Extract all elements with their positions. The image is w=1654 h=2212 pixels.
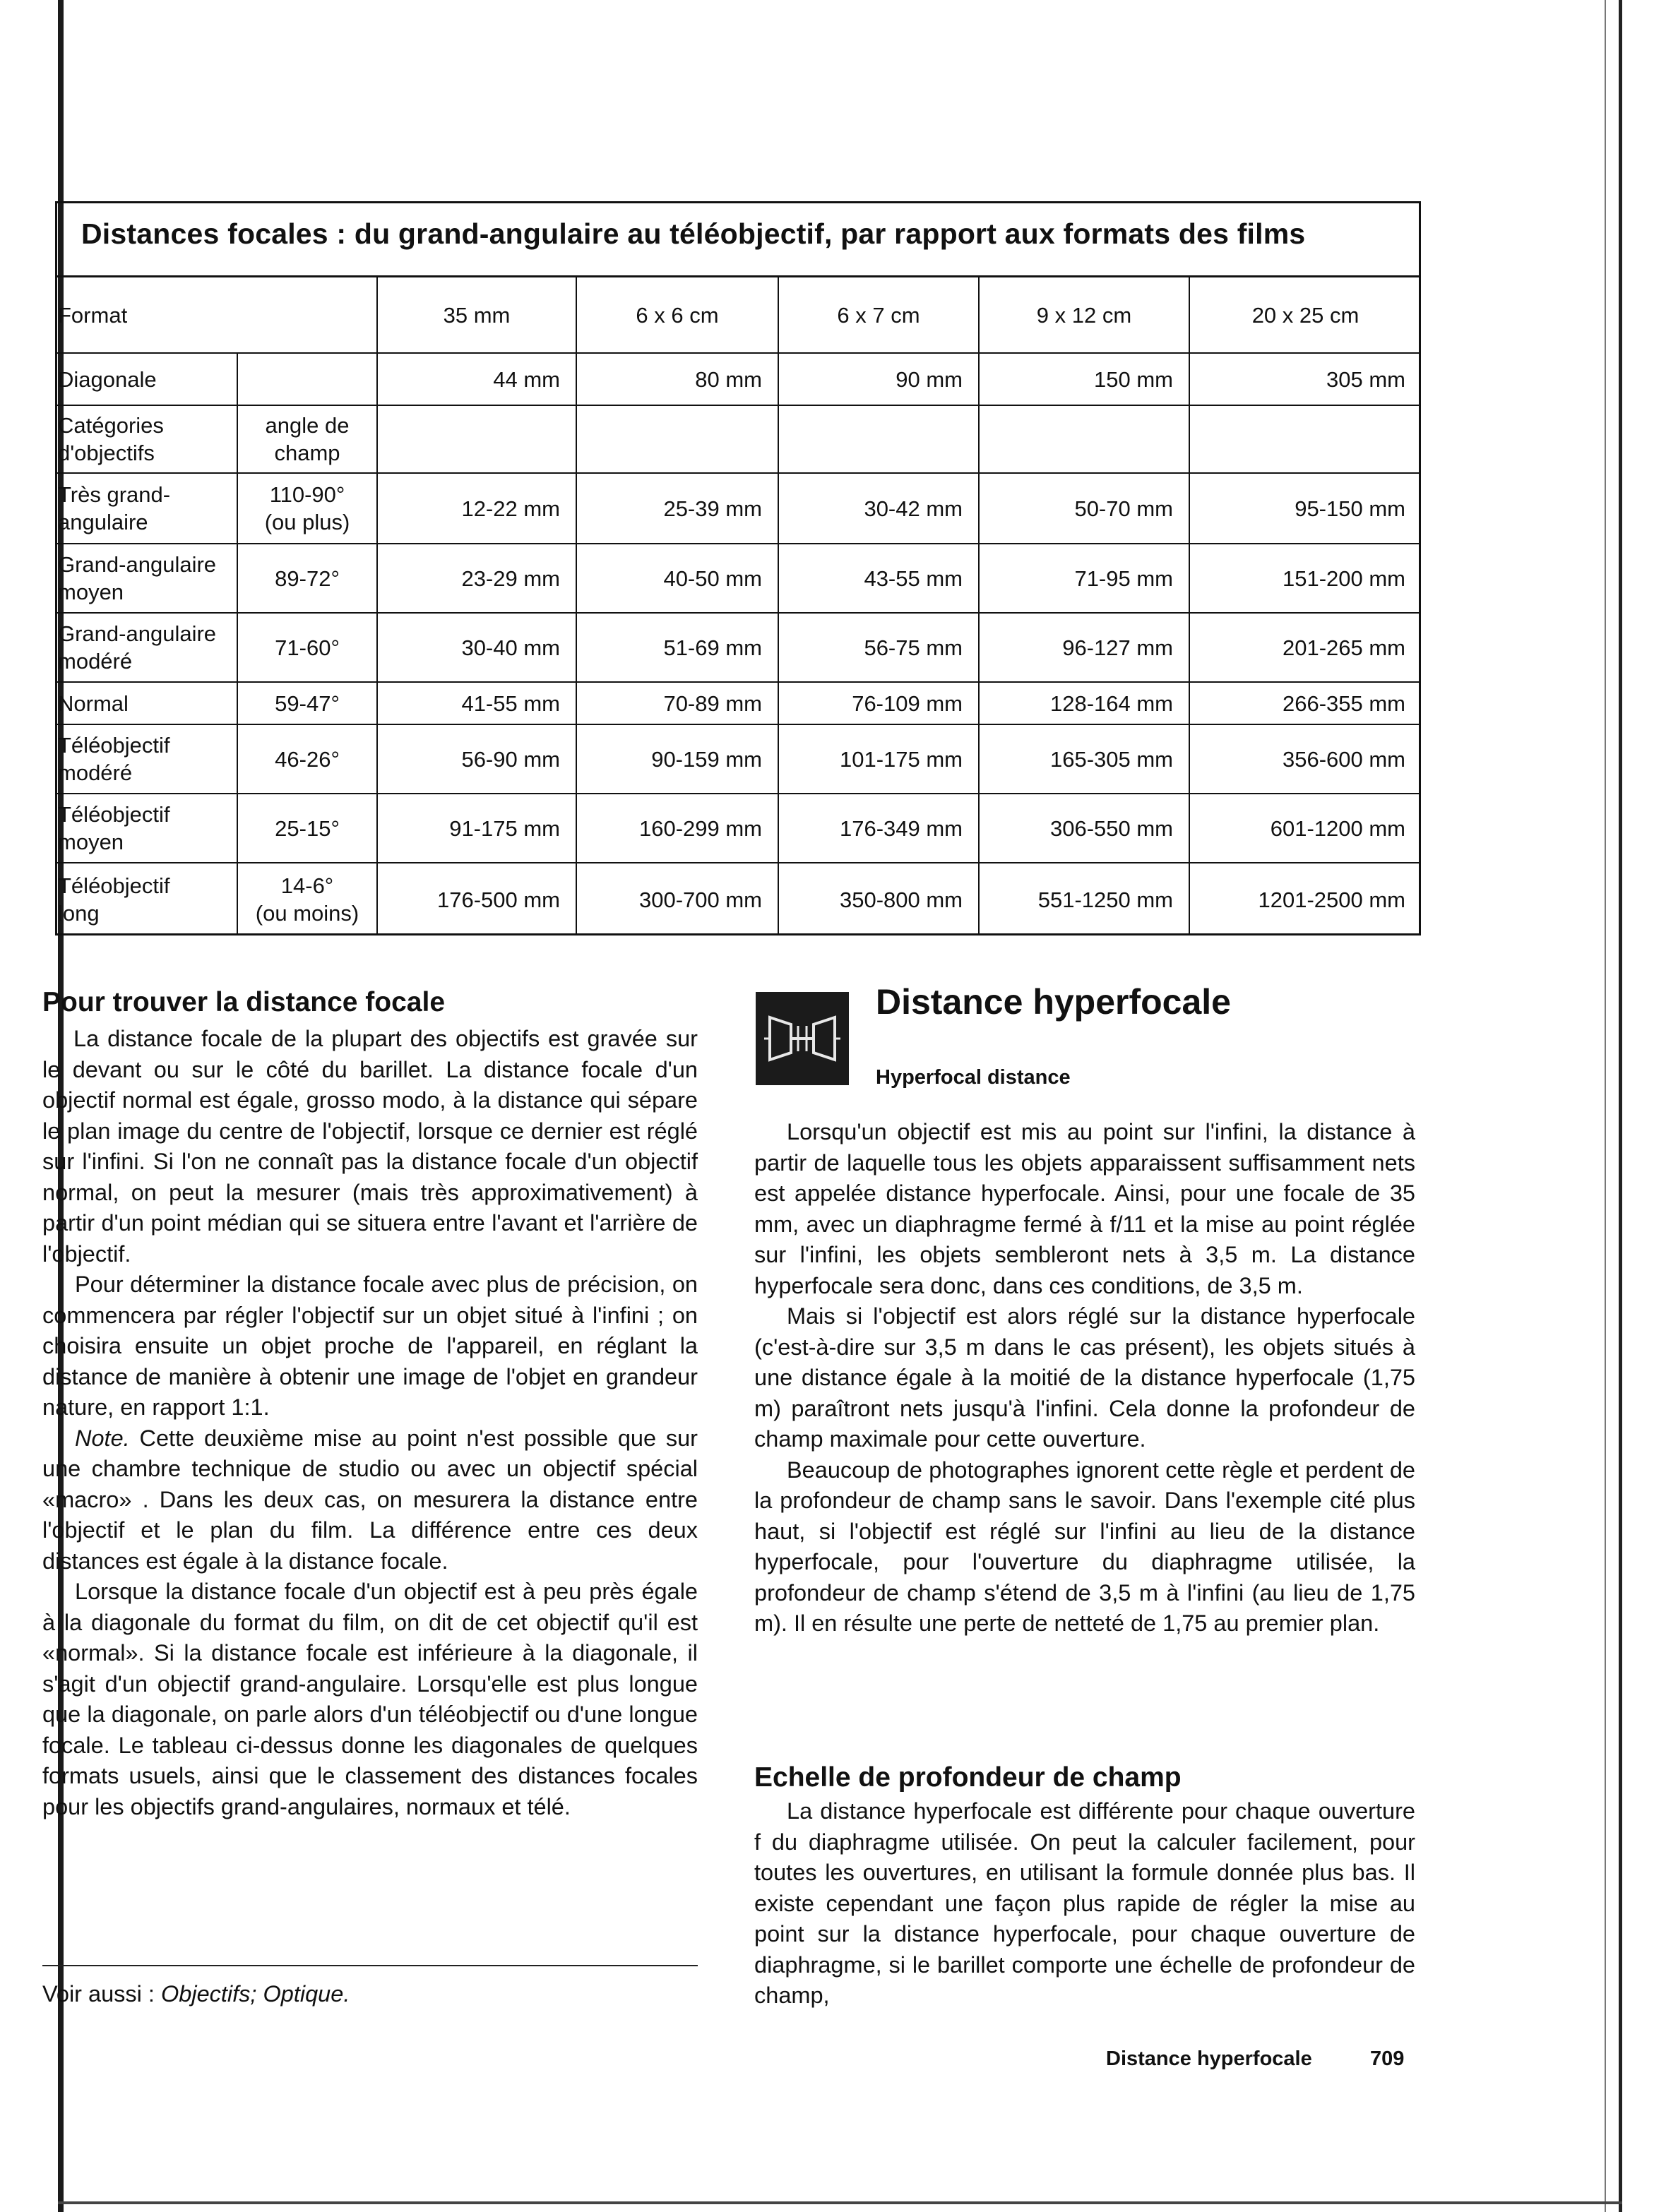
right-column-text-2 xyxy=(754,1796,1415,2011)
table-row xyxy=(55,724,1421,794)
right-paragraph-1: Lorsqu'un objectif est mis au point sur l'infini, la distance à partir de laquelle tous les objets apparaissent suffisamment nets est appelée distance hyperfocale. Ainsi, pour une focale de 35 mm, avec un diaphragme fermé à f/11 et la mise au point réglée sur l'infini, les objets sembleront nets à 3,5 m. La distance hyperfocale sera donc, dans ces conditions, de 3,5 m. xyxy=(754,1119,1415,1298)
left-column-text xyxy=(42,1024,698,1822)
category-label: Grand-angulaire modéré xyxy=(55,613,237,682)
scan-right-edge xyxy=(1619,0,1622,2212)
focal-cell: 176-500 mm xyxy=(377,863,576,935)
focal-cell: 176-349 mm xyxy=(778,794,979,863)
right-paragraph-4: La distance hyperfocale est différente pour chaque ouverture f du diaphragme utilisée. On peut la calculer facilement, pour toutes les ouvertures, en utilisant la formule donnée plus bas. Il existe cependant une façon plus rapide de régler la mise au point sur la distance hyperfocale, pour chaque ouverture de diaphragme, si le barillet comporte une échelle de profondeur de champ, xyxy=(754,1798,1415,2008)
scan-bottom-edge xyxy=(58,2201,1622,2204)
categories-header-row xyxy=(55,405,1421,473)
categories-label: Catégories d'objectifs xyxy=(55,405,237,473)
left-paragraph-4: Lorsque la distance focale d'un objectif est à peu près égale à la diagonale du format du film, on dit de cet objectif qu'il est «normal». Si la distance focale est inférieure à la diagonale, il s'agit d'un objectif grand-angulaire. Lorsqu'elle est plus longue que la diagonale, on parle alors d'un téléobjectif ou d'une longue focale. Le tableau ci-dessus donne les diagonales de quelques formats usuels, ainsi que le classement des distances focales pour les objectifs grand-angulaires, normaux et télé. xyxy=(42,1579,698,1819)
focal-cell: 91-175 mm xyxy=(377,794,576,863)
angle-cell: 59-47° xyxy=(237,682,377,724)
category-label: Téléobjectif long xyxy=(55,863,237,935)
focal-cell: 601-1200 mm xyxy=(1189,794,1421,863)
focal-cell: 40-50 mm xyxy=(576,544,778,613)
focal-cell: 51-69 mm xyxy=(576,613,778,682)
table-row xyxy=(55,544,1421,613)
focal-cell: 300-700 mm xyxy=(576,863,778,935)
see-also: Voir aussi : Objectifs; Optique. xyxy=(42,1981,350,2007)
angle-cell: 25-15° xyxy=(237,794,377,863)
table-title: Distances focales : du grand-angulaire au téléobjectif, par rapport aux formats des films xyxy=(81,217,1306,250)
format-35mm: 35 mm xyxy=(377,277,576,353)
focal-cell: 41-55 mm xyxy=(377,682,576,724)
footer-section-title: Distance hyperfocale xyxy=(1106,2047,1312,2070)
angle-cell: 14-6° (ou moins) xyxy=(237,863,377,935)
category-label: Téléobjectif modéré xyxy=(55,724,237,794)
focal-cell: 356-600 mm xyxy=(1189,724,1421,794)
article-subtitle: Hyperfocal distance xyxy=(876,1066,1071,1089)
focal-cell: 201-265 mm xyxy=(1189,613,1421,682)
focal-cell: 95-150 mm xyxy=(1189,473,1421,544)
see-also-links: Objectifs; Optique. xyxy=(161,1981,350,2007)
focal-cell: 50-70 mm xyxy=(979,473,1189,544)
focal-cell: 90-159 mm xyxy=(576,724,778,794)
diagonal-cell: 150 mm xyxy=(979,353,1189,405)
category-label: Très grand- angulaire xyxy=(55,473,237,544)
focal-cell: 160-299 mm xyxy=(576,794,778,863)
angle-cell: 89-72° xyxy=(237,544,377,613)
table-header-row xyxy=(55,277,1421,353)
hyperfocal-logo-icon xyxy=(756,992,849,1085)
focal-cell: 96-127 mm xyxy=(979,613,1189,682)
right-paragraph-3: Beaucoup de photographes ignorent cette règle et perdent de la profondeur de champ sans le savoir. Dans l'exemple cité plus haut, si l'objectif est réglé sur l'infini au lieu de la distance hyperfocale, pour l'ouverture du diaphragme utilisée, la profondeur de champ s'étend de 3,5 m à l'infini (au lieu de 1,75 m). Il en résulte une perte de netteté de 1,75 au premier plan. xyxy=(754,1457,1415,1636)
left-heading: Pour trouver la distance focale xyxy=(42,987,446,1017)
focal-cell: 1201-2500 mm xyxy=(1189,863,1421,935)
format-20x25: 20 x 25 cm xyxy=(1189,277,1421,353)
left-paragraph-2: Pour déterminer la distance focale avec plus de précision, on commencera par régler l'objectif sur un objet situé à l'infini ; on choisira ensuite un objet proche de l'appareil, en réglant la distance de manière à obtenir une image de l'objet en grandeur nature, en rapport 1:1. xyxy=(42,1272,698,1420)
focal-cell: 25-39 mm xyxy=(576,473,778,544)
focal-cell: 56-75 mm xyxy=(778,613,979,682)
left-paragraph-1: La distance focale de la plupart des objectifs est gravée sur le devant ou sur le côté du barillet. La distance focale d'un objectif normal est égale, grosso modo, à la distance qui sépare le plan image du centre de l'objectif, lorsque ce dernier est réglé sur l'infini. Si l'on ne connaît pas la distance focale d'un objectif normal, on peut la mesurer (mais très approximativement) à partir d'un point médian qui se situera entre l'avant et l'arrière de l'objectif. xyxy=(42,1026,698,1267)
scan-right-edge-line xyxy=(1605,0,1606,2212)
focal-cell: 43-55 mm xyxy=(778,544,979,613)
page-number: 709 xyxy=(1370,2047,1405,2070)
diagonal-cell: 305 mm xyxy=(1189,353,1421,405)
article-title: Distance hyperfocale xyxy=(876,982,1231,1022)
focal-cell: 128-164 mm xyxy=(979,682,1189,724)
diagonal-cell: 90 mm xyxy=(778,353,979,405)
focal-cell: 12-22 mm xyxy=(377,473,576,544)
right-column-text xyxy=(754,1117,1415,1639)
focal-cell: 165-305 mm xyxy=(979,724,1189,794)
diagonal-cell: 80 mm xyxy=(576,353,778,405)
focal-cell: 56-90 mm xyxy=(377,724,576,794)
left-paragraph-3: Note. Cette deuxième mise au point n'est possible que sur une chambre technique de studio ou avec un objectif spécial «macro» . Dans les deux cas, on mesurera la distance entre l'objectif et le plan du film. La différence entre ces deux distances est égale à la distance focale. xyxy=(42,1425,698,1574)
diagonal-cell: 44 mm xyxy=(377,353,576,405)
focal-cell: 76-109 mm xyxy=(778,682,979,724)
right-paragraph-2: Mais si l'objectif est alors réglé sur la distance hyperfocale (c'est-à-dire sur 3,5 m dans le cas présent), les objets situés à une distance égale à la moitié de la distance hyperfocale (1,75 m) paraîtront nets jusqu'à l'infini. Cela donne la profondeur de champ maximale pour cette ouverture. xyxy=(754,1303,1415,1452)
left-separator xyxy=(42,1965,698,1966)
table-row xyxy=(55,863,1421,935)
format-6x7: 6 x 7 cm xyxy=(778,277,979,353)
format-label: Format xyxy=(55,277,377,353)
focal-cell: 151-200 mm xyxy=(1189,544,1421,613)
format-6x6: 6 x 6 cm xyxy=(576,277,778,353)
focal-cell: 23-29 mm xyxy=(377,544,576,613)
right-heading-2: Echelle de profondeur de champ xyxy=(754,1762,1182,1793)
focal-cell: 306-550 mm xyxy=(979,794,1189,863)
table-row xyxy=(55,794,1421,863)
focal-cell: 30-40 mm xyxy=(377,613,576,682)
angle-cell: 110-90° (ou plus) xyxy=(237,473,377,544)
focal-cell: 266-355 mm xyxy=(1189,682,1421,724)
angle-cell: 71-60° xyxy=(237,613,377,682)
table-row xyxy=(55,613,1421,682)
focal-cell: 70-89 mm xyxy=(576,682,778,724)
diagonal-angle-empty xyxy=(237,353,377,405)
angle-header: angle de champ xyxy=(237,405,377,473)
category-label: Normal xyxy=(55,682,237,724)
diagonal-row xyxy=(55,353,1421,405)
category-label: Grand-angulaire moyen xyxy=(55,544,237,613)
category-label: Téléobjectif moyen xyxy=(55,794,237,863)
focal-cell: 350-800 mm xyxy=(778,863,979,935)
format-9x12: 9 x 12 cm xyxy=(979,277,1189,353)
focal-cell: 30-42 mm xyxy=(778,473,979,544)
focal-length-table xyxy=(55,277,1421,935)
table-row xyxy=(55,473,1421,544)
angle-cell: 46-26° xyxy=(237,724,377,794)
focal-cell: 101-175 mm xyxy=(778,724,979,794)
diagonal-label: Diagonale xyxy=(55,353,237,405)
focal-cell: 551-1250 mm xyxy=(979,863,1189,935)
focal-cell: 71-95 mm xyxy=(979,544,1189,613)
table-row xyxy=(55,682,1421,724)
